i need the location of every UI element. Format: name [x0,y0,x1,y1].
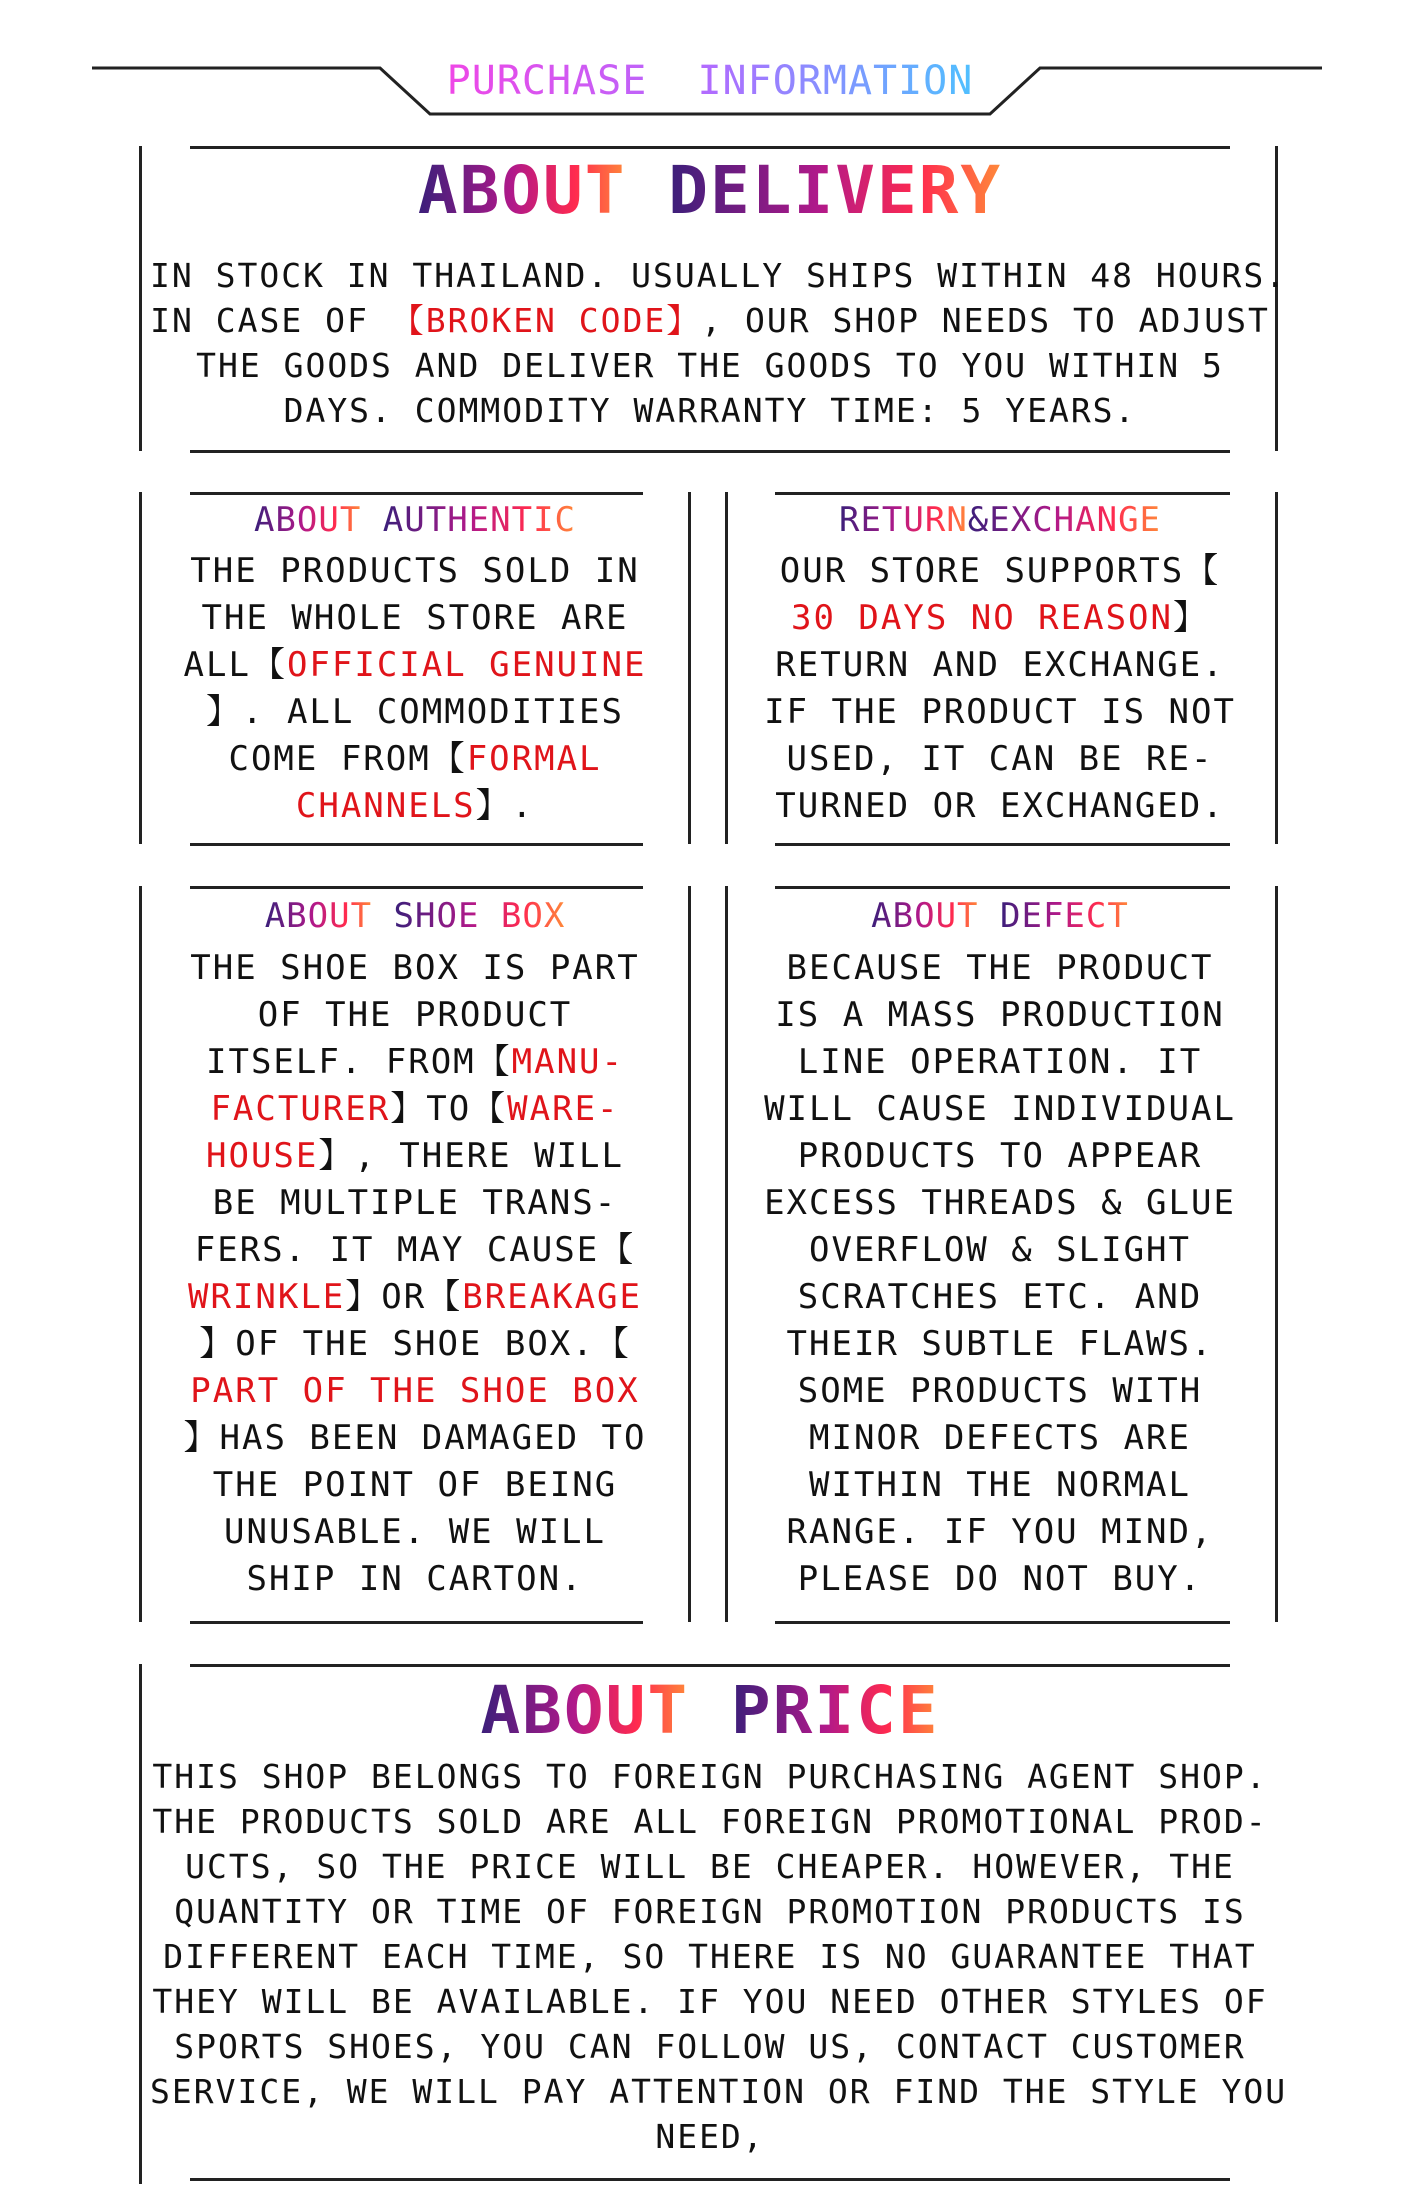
shoebox-line [150,1509,680,1556]
defect-title [735,896,1265,936]
price-text: SPORTS SHOES, YOU CAN FOLLOW US, CONTACT CUSTOMER [174,2027,1246,2066]
defect-text: EXCESS THREADS & GLUE [764,1183,1236,1223]
price-text: UCTS, SO THE PRICE WILL BE CHEAPER. HOWEVER, THE [185,1847,1235,1886]
defect-text: WITHIN THE NORMAL [809,1465,1191,1505]
return-line [735,595,1265,642]
shoebox-line [150,1556,680,1603]
price-line [150,1934,1270,1979]
authentic-text: COME FROM【 [228,739,467,779]
return-text: TURNED OR EXCHANGED. [775,786,1225,826]
return-body [735,548,1265,830]
shoebox-body [150,945,680,1603]
authentic-line [150,595,680,642]
shoebox-text: ITSELF. FROM【 [206,1042,512,1082]
shoebox-highlight-text: WRINKLE [187,1277,346,1317]
defect-line [735,1368,1265,1415]
shoebox-text: 】, THERE WILL [318,1136,624,1176]
defect-title-word: DEFECT [1000,896,1129,936]
authentic-line [150,736,680,783]
shoebox-line [150,1321,680,1368]
authentic-text: ALL【 [183,645,287,685]
authentic-title-word: AUTHENTIC [382,500,577,540]
price-line [150,1799,1270,1844]
shoebox-line [150,945,680,992]
price-text: THE PRODUCTS SOLD ARE ALL FOREIGN PROMOTIONAL PROD- [152,1802,1268,1841]
delivery-title [190,152,1230,229]
defect-text: IS A MASS PRODUCTION [775,995,1225,1035]
authentic-title-about: ABOUT [253,500,362,540]
return-line [735,689,1265,736]
return-line [735,548,1265,595]
defect-title-about: ABOUT [871,896,979,936]
shoebox-text: 】OF THE SHOE BOX.【 [199,1324,631,1364]
shoebox-highlight-text: MANU- [511,1042,624,1082]
delivery-line [150,343,1270,388]
return-title [735,500,1265,540]
price-title [190,1672,1230,1749]
price-text: NEED, [655,2117,765,2156]
delivery-line [150,298,1270,343]
return-text: OUR STORE SUPPORTS【 [779,551,1221,591]
price-text: QUANTITY OR TIME OF FOREIGN PROMOTION PRODUCTS IS [174,1892,1246,1931]
defect-line [735,1556,1265,1603]
authentic-title [150,500,680,540]
shoebox-highlight-text: BREAKAGE [462,1277,642,1317]
defect-line [735,945,1265,992]
authentic-text: 】. [475,786,535,826]
price-line [150,1754,1270,1799]
price-text: THEY WILL BE AVAILABLE. IF YOU NEED OTHER STYLES OF [152,1982,1268,2021]
authentic-body [150,548,680,830]
delivery-highlight-text: 【BROKEN CODE】 [390,301,702,340]
defect-line [735,1462,1265,1509]
defect-line [735,1086,1265,1133]
return-title-word-2: &EXCHANGE [967,500,1162,540]
defect-body [735,945,1265,1603]
shoebox-line [150,1368,680,1415]
shoebox-text: THE SHOE BOX IS PART [190,948,640,988]
defect-line [735,1133,1265,1180]
defect-line [735,1509,1265,1556]
delivery-text: , OUR SHOP NEEDS TO ADJUST [701,301,1270,340]
delivery-text: IN CASE OF [150,301,391,340]
delivery-line [150,388,1270,433]
authentic-highlight-text: CHANNELS [295,786,476,826]
shoebox-title [150,896,680,936]
header-banner [0,0,1420,130]
authentic-line [150,689,680,736]
defect-text: PRODUCTS TO APPEAR [797,1136,1203,1176]
shoebox-line [150,1227,680,1274]
defect-text: LINE OPERATION. IT [797,1042,1203,1082]
return-text: IF THE PRODUCT IS NOT [764,692,1236,732]
authentic-line [150,783,680,830]
defect-text: WILL CAUSE INDIVIDUAL [764,1089,1236,1129]
authentic-text: 】. ALL COMMODITIES [206,692,624,732]
authentic-line [150,642,680,689]
shoebox-line [150,1462,680,1509]
shoebox-text: SHIP IN CARTON. [246,1559,584,1599]
defect-line [735,1415,1265,1462]
return-title-word-1: RETURN [838,500,968,540]
defect-text: SOME PRODUCTS WITH [797,1371,1203,1411]
shoebox-line [150,1133,680,1180]
shoebox-text: BE MULTIPLE TRANS- [212,1183,618,1223]
delivery-text: DAYS. COMMODITY WARRANTY TIME: 5 YEARS. [283,391,1137,430]
defect-line [735,1274,1265,1321]
delivery-text: IN STOCK IN THAILAND. USUALLY SHIPS WITHIN 48 HOURS. [150,256,1288,295]
shoebox-text: UNUSABLE. WE WILL [224,1512,606,1552]
shoebox-line [150,992,680,1039]
defect-text: RANGE. IF YOU MIND, [786,1512,1214,1552]
delivery-title-word: DELIVERY [668,152,1003,229]
authentic-text: THE PRODUCTS SOLD IN [190,551,640,591]
delivery-text: THE GOODS AND DELIVER THE GOODS TO YOU WITHIN 5 [196,346,1224,385]
shoebox-line [150,1274,680,1321]
shoebox-line [150,1039,680,1086]
return-text: RETURN AND EXCHANGE. [775,645,1225,685]
shoebox-title-word: SHOE BOX [393,896,566,936]
authentic-line [150,548,680,595]
price-text: SERVICE, WE WILL PAY ATTENTION OR FIND THE STYLE YOU [150,2072,1288,2111]
shoebox-highlight-text: WARE- [507,1089,620,1129]
return-text: 】 [1173,598,1209,638]
authentic-text: THE WHOLE STORE ARE [201,598,629,638]
price-line [150,1844,1270,1889]
shoebox-highlight-text: FACTURER [210,1089,391,1129]
defect-line [735,1039,1265,1086]
price-line [150,2114,1270,2159]
authentic-highlight-text: OFFICIAL GENUINE [286,645,647,685]
shoebox-highlight-text: HOUSE [206,1136,319,1176]
defect-text: BECAUSE THE PRODUCT [786,948,1214,988]
defect-text: MINOR DEFECTS ARE [809,1418,1191,1458]
return-line [735,783,1265,830]
price-text: THIS SHOP BELONGS TO FOREIGN PURCHASING AGENT SHOP. [152,1757,1268,1796]
authentic-highlight-text: FORMAL [466,739,602,779]
price-title-word: PRICE [730,1672,940,1749]
defect-line [735,1180,1265,1227]
return-text: USED, IT CAN BE RE- [786,739,1214,779]
defect-text: THEIR SUBTLE FLAWS. [786,1324,1214,1364]
price-line [150,2024,1270,2069]
delivery-line [150,253,1288,298]
delivery-body [150,253,1288,433]
return-highlight-text: 30 DAYS NO REASON [791,598,1173,638]
return-line [735,736,1265,783]
shoebox-text: THE POINT OF BEING [212,1465,618,1505]
price-line [150,1889,1270,1934]
shoebox-line [150,1086,680,1133]
header-title: PURCHASE INFORMATION [380,58,1040,104]
return-line [735,642,1265,689]
price-line [150,1979,1270,2024]
shoebox-text: FERS. IT MAY CAUSE【 [194,1230,636,1270]
defect-line [735,992,1265,1039]
shoebox-text: OF THE PRODUCT [257,995,573,1035]
shoebox-text: 】HAS BEEN DAMAGED TO [183,1418,647,1458]
shoebox-text: 】OR【 [345,1277,463,1317]
shoebox-line [150,1180,680,1227]
defect-text: SCRATCHES ETC. AND [797,1277,1203,1317]
price-body [150,1754,1288,2159]
shoebox-text: 】TO【 [390,1089,508,1129]
defect-text: PLEASE DO NOT BUY. [797,1559,1203,1599]
defect-text: OVERFLOW & SLIGHT [809,1230,1191,1270]
defect-line [735,1227,1265,1274]
price-text: DIFFERENT EACH TIME, SO THERE IS NO GUARANTEE THAT [163,1937,1257,1976]
defect-line [735,1321,1265,1368]
price-title-about: ABOUT [480,1672,690,1749]
delivery-title-about: ABOUT [417,152,627,229]
shoebox-line [150,1415,680,1462]
price-line [150,2069,1288,2114]
shoebox-highlight-text: PART OF THE SHOE BOX [190,1371,640,1411]
shoebox-title-about: ABOUT [264,896,373,936]
